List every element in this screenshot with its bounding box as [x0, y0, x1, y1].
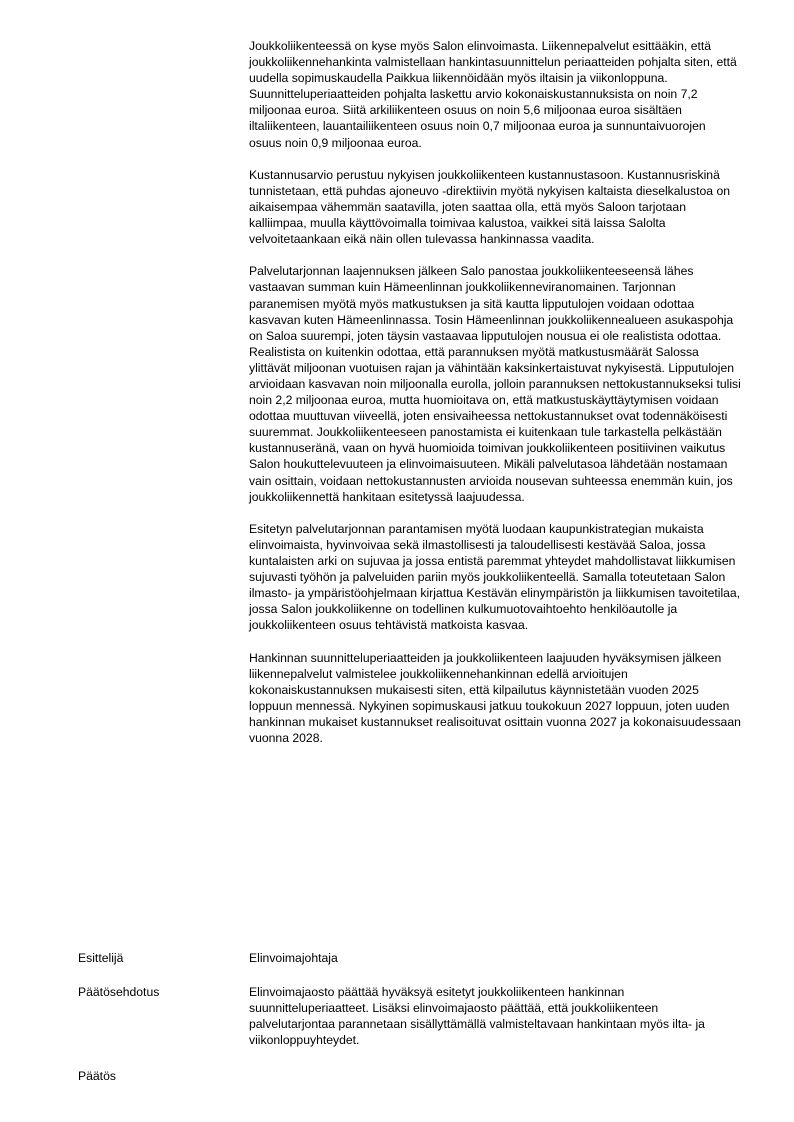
presenter-label: Esittelijä	[78, 951, 124, 965]
paragraph-4: Esitetyn palvelutarjonnan parantamisen myötä luodaan kaupunkistrategian mukaista elinvoimaista, hyvinvoivaa sekä ilmastollisesti ja taloudellisesti kestävää Saloa, jossa kuntalaisten arki on sujuvaa ja jossa entistä paremmat yhteydet mahdollistavat liikkumisen sujuvasti työhön ja palveluiden pariin myös joukkoliikenteellä. Samalla toteutetaan Salon ilmasto- ja ympäristöohjelmaan kirjattua Kestävän elinympäristön ja liikkumisen tavoitetilaa, jossa Salon joukkoliikenne on todellinen kulkumuotovaihtoehto henkilöautolle ja joukkoliikenteen osuus tehtävistä matkoista kasvaa.	[249, 521, 741, 633]
paragraph-5: Hankinnan suunnitteluperiaatteiden ja joukkoliikenteen laajuuden hyväksymisen jälkeen liikennepalvelut valmistelee joukkoliikennehankinnan edellä arvioitujen kokonaiskustannuksen mukaisesti siten, että kilpailutus käynnistetään vuoden 2025 loppuun mennessä. Nykyinen sopimuskausi jatkuu toukokuun 2027 loppuun, joten uuden hankinnan mukaiset kustannukset realisoituvat osittain vuonna 2027 ja kokonaisuudessaan vuonna 2028.	[249, 650, 741, 746]
presenter-value: Elinvoimajohtaja	[249, 951, 338, 965]
paragraph-3: Palvelutarjonnan laajennuksen jälkeen Salo panostaa joukkoliikenteeseensä lähes vastaavan summan kuin Hämeenlinnan joukkoliikenneviranomainen. Tarjonnan paranemisen myötä myös matkustuksen ja sitä kautta lipputulojen voidaan odottaa kasvavan kuten Hämeenlinnassa. Tosin Hämeenlinnan joukkoliikennealueen asukaspohja on Saloa suurempi, joten täysin vastaavaa lipputulojen nousua ei ole realistista odottaa. Realistista on kuitenkin odottaa, että parannuksen myötä matkustusmäärät Salossa ylittävät miljoonan vuotuisen rajan ja vähintään kaksinkertaistuvat nykyisestä. Lipputulojen arvioidaan kasvavan noin miljoonalla eurolla, jolloin parannuksen nettokustannukseksi tulisi noin 2,2 miljoonaa euroa, mutta huomioitava on, että matkustuskäyttäytymisen voidaan odottaa muuttuvan viiveellä, joten ensivaiheessa nettokustannukset ovat todennäköisesti suuremmat. Joukkoliikenteeseen panostamista ei kuitenkaan tule tarkastella pelkästään kustannuseränä, vaan on hyvä huomioida toimivan joukkoliikenteen positiivinen vaikutus Salon houkuttelevuuteen ja elinvoimaisuuteen. Mikäli palvelutasoa lähdetään nostamaan vain osittain, voidaan nettokustannusten arvioida nousevan suhteessa enemmän kuin, jos joukkoliikennettä hankitaan esitetyssä laajuudessa.	[249, 264, 741, 504]
main-text	[249, 38, 741, 762]
proposal-label: Päätösehdotus	[78, 985, 160, 999]
proposal-value: Elinvoimajaosto päättää hyväksyä esitetyt joukkoliikenteen hankinnan suunnitteluperiaatteet. Lisäksi elinvoimajaosto päättää, että joukkoliikenteen palvelutarjontaa parannetaan sisällyttämällä valmisteltavaan hankintaan myös ilta- ja viikonloppuyhteydet.	[249, 985, 705, 1048]
paragraph-1: Joukkoliikenteessä on kyse myös Salon elinvoimasta. Liikennepalvelut esittääkin, että joukkoliikennehankinta valmistellaan hankintasuunnittelun periaatteiden pohjalta siten, että uudella sopimuskaudella Paikkua liikennöidään myös iltaisin ja viikonloppuna. Suunnitteluperiaatteiden pohjalta laskettu arvio kokonaiskustannuksista on noin 7,2 miljoonaa euroa. Siitä arkiliikenteen osuus on noin 5,6 miljoonaa euroa sisältäen iltaliikenteen, lauantailiikenteen osuus noin 0,7 miljoonaa euroa ja sunnuntaivuorojen osuus noin 0,9 miljoonaa euroa.	[249, 39, 737, 150]
decision-label: Päätös	[78, 1069, 116, 1083]
paragraph-2: Kustannusarvio perustuu nykyisen joukkoliikenteen kustannustasoon. Kustannusriskinä tunnistetaan, että puhdas ajoneuvo -direktiivin myötä nykyisen kaltaista dieselkalustoa on aikaisempaa vähemmän saatavilla, joten saattaa olla, että myös Saloon tarjotaan kalliimpaa, muulla käyttövoimalla toimivaa kalustoa, vaikkei sitä laissa Salolta velvoitetaankaan eikä näin ollen tulevassa hankinnassa vaadita.	[249, 167, 731, 247]
